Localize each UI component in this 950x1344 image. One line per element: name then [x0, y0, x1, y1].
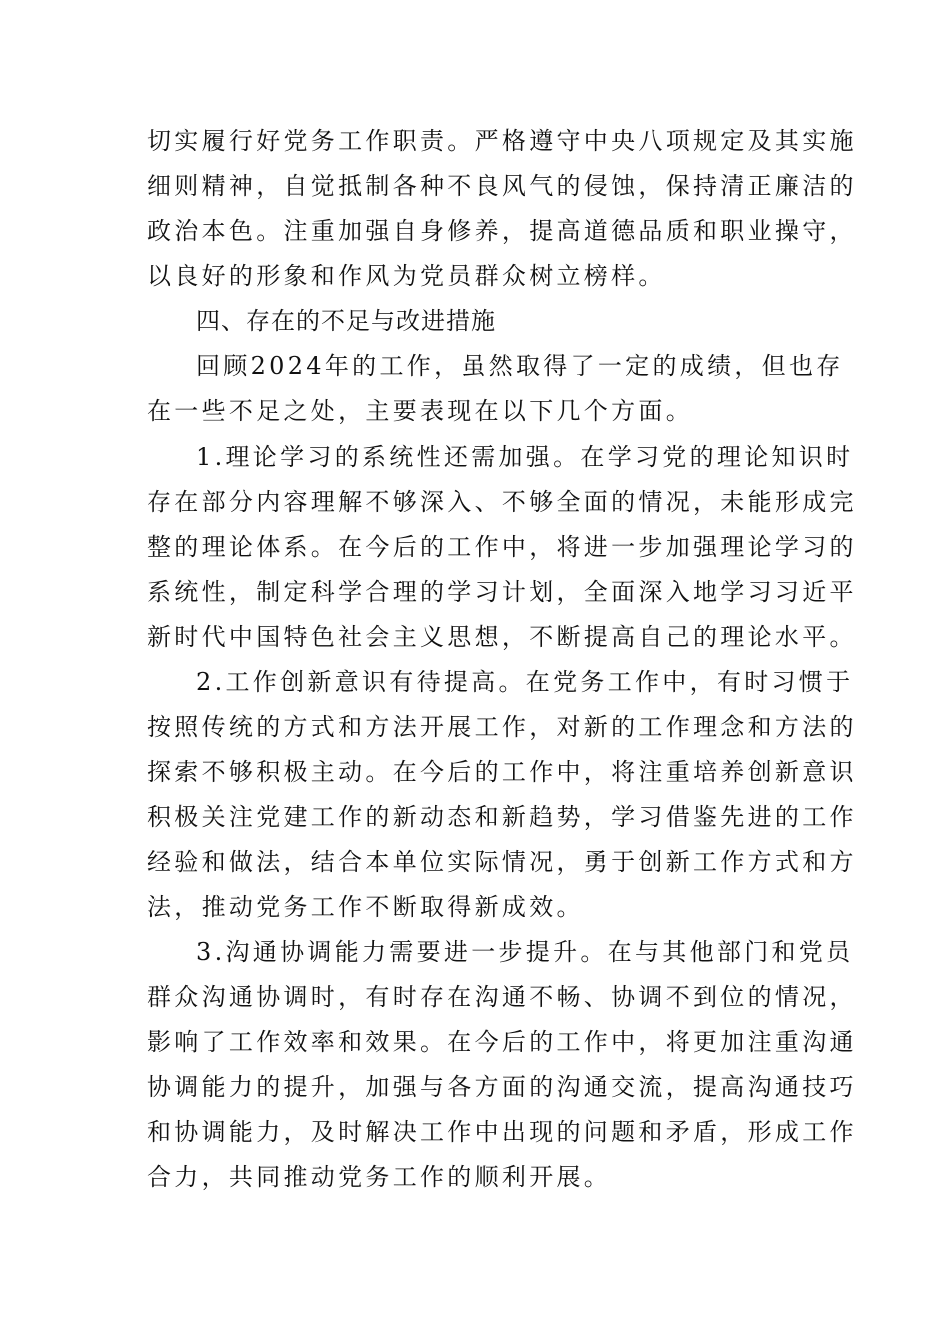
list-item-heading: 3.沟通协调能力需要进一步提升。在与其他部门和党员 — [196, 938, 854, 966]
body-text-line: 回顾2024年的工作，虽然取得了一定的成绩，但也存 — [196, 352, 844, 380]
body-text-line: 积极关注党建工作的新动态和新趋势，学习借鉴先进的工作 — [147, 803, 857, 831]
body-text-line: 系统性，制定科学合理的学习计划，全面深入地学习习近平 — [147, 578, 857, 606]
body-text-line: 探索不够积极主动。在今后的工作中，将注重培养创新意识 — [147, 758, 857, 786]
body-text-line: 群众沟通协调时，有时存在沟通不畅、协调不到位的情况， — [147, 983, 857, 1011]
list-item-heading: 2.工作创新意识有待提高。在党务工作中，有时习惯于 — [196, 668, 854, 696]
list-item-heading: 1.理论学习的系统性还需加强。在学习党的理论知识时 — [196, 443, 854, 471]
body-text-line: 政治本色。注重加强自身修养，提高道德品质和职业操守， — [147, 217, 857, 245]
body-text-line: 整的理论体系。在今后的工作中，将进一步加强理论学习的 — [147, 533, 857, 561]
body-text-line: 在一些不足之处，主要表现在以下几个方面。 — [147, 397, 693, 425]
body-text-line: 影响了工作效率和效果。在今后的工作中，将更加注重沟通 — [147, 1028, 857, 1056]
body-text-line: 切实履行好党务工作职责。严格遵守中央八项规定及其实施 — [147, 127, 857, 155]
body-text-line: 存在部分内容理解不够深入、不够全面的情况，未能形成完 — [147, 488, 857, 516]
body-text-line: 细则精神，自觉抵制各种不良风气的侵蚀，保持清正廉洁的 — [147, 172, 857, 200]
body-text-line: 合力，共同推动党务工作的顺利开展。 — [147, 1163, 612, 1191]
body-text-line: 以良好的形象和作风为党员群众树立榜样。 — [147, 262, 666, 290]
body-text-line: 和协调能力，及时解决工作中出现的问题和矛盾，形成工作 — [147, 1118, 857, 1146]
body-text-line: 新时代中国特色社会主义思想，不断提高自己的理论水平。 — [147, 623, 857, 651]
body-text-line: 法，推动党务工作不断取得新成效。 — [147, 893, 584, 921]
body-text-line: 协调能力的提升，加强与各方面的沟通交流，提高沟通技巧 — [147, 1073, 857, 1101]
body-text-line: 经验和做法，结合本单位实际情况，勇于创新工作方式和方 — [147, 848, 857, 876]
section-heading: 四、存在的不足与改进措施 — [196, 307, 496, 335]
body-text-line: 按照传统的方式和方法开展工作，对新的工作理念和方法的 — [147, 713, 857, 741]
